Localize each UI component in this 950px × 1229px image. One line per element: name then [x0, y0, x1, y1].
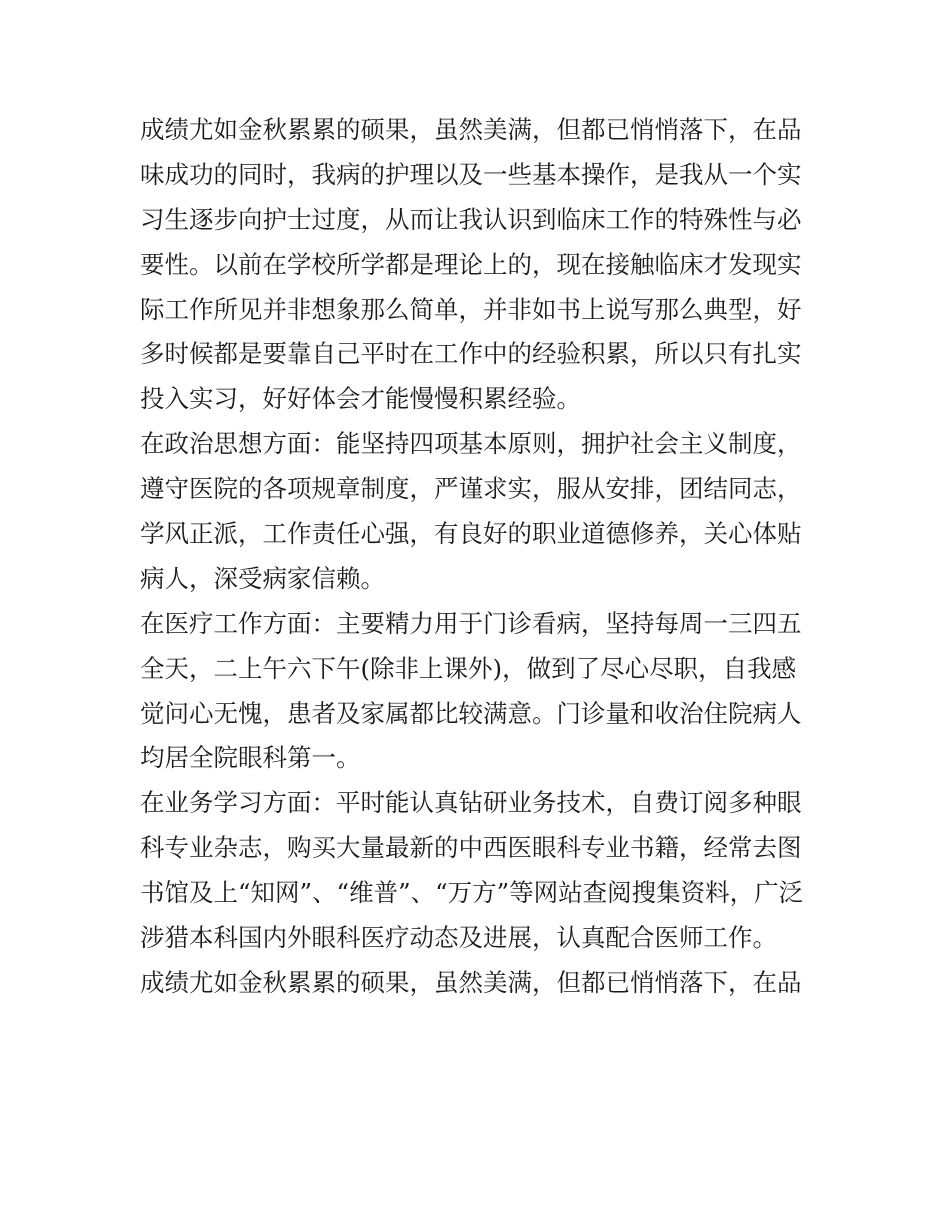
document-body [140, 108, 820, 1006]
text-line: 成绩尤如金秋累累的硕果，虽然美满，但都已悄悄落下，在品 [140, 967, 802, 997]
text-line: 涉猎本科国内外眼科医疗动态及进展，认真配合医师工作。 [140, 923, 777, 953]
text-line: 学风正派，工作责任心强，有良好的职业道德修养，关心体贴 [140, 519, 802, 549]
text-line: 均居全院眼科第一。 [140, 743, 361, 773]
text-line: 在业务学习方面：平时能认真钻研业务技术，自费订阅多种眼 [140, 788, 802, 818]
text-line: 习生逐步向护士过度，从而让我认识到临床工作的特殊性与必 [140, 204, 802, 234]
text-line: 多时候都是要靠自己平时在工作中的经验积累，所以只有扎实 [140, 339, 802, 369]
text-line: 际工作所见并非想象那么简单，并非如书上说写那么典型，好 [140, 294, 802, 324]
text-line: 病人，深受病家信赖。 [140, 563, 385, 593]
text-line: 书馆及上“知网”、“维普”、“万方”等网站查阅搜集资料，广泛 [140, 878, 804, 908]
text-line: 成绩尤如金秋累累的硕果，虽然美满，但都已悄悄落下，在品 [140, 115, 802, 144]
text-line: 全天，二上午六下午(除非上课外)，做到了尽心尽职，自我感 [140, 653, 797, 683]
text-line: 投入实习，好好体会才能慢慢积累经验。 [140, 384, 581, 414]
text-line: 味成功的同时，我病的护理以及一些基本操作，是我从一个实 [140, 159, 802, 189]
text-line: 要性。以前在学校所学都是理论上的，现在接触临床才发现实 [140, 249, 802, 279]
text-line: 科专业杂志，购买大量最新的中西医眼科专业书籍，经常去图 [140, 833, 802, 863]
text-line: 觉问心无愧，患者及家属都比较满意。门诊量和收治住院病人 [140, 698, 802, 728]
text-line: 在政治思想方面：能坚持四项基本原则，拥护社会主义制度， [140, 429, 802, 459]
text-line: 遵守医院的各项规章制度，严谨求实，服从安排，团结同志， [140, 474, 802, 504]
text-line: 在医疗工作方面：主要精力用于门诊看病，坚持每周一三四五 [140, 608, 802, 638]
